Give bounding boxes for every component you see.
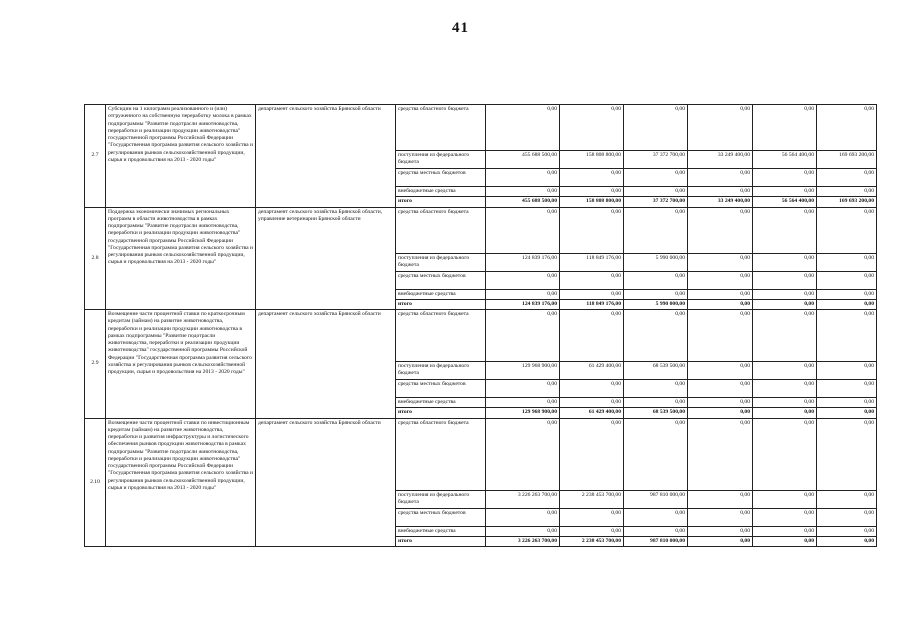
amount-cell xyxy=(486,526,560,536)
amount-cell xyxy=(560,508,624,526)
amount-value: 0,00 xyxy=(675,399,685,406)
item-executor: департамент сельского хозяйства Брянской области, управление ветеринарии Брянской области xyxy=(256,207,396,310)
amount-value: 0,00 xyxy=(864,106,874,112)
amount-value: 0,00 xyxy=(675,509,685,516)
amount-value: 0,00 xyxy=(864,509,874,516)
amount-cell xyxy=(486,536,560,546)
item-number: 2.9 xyxy=(85,310,106,419)
amount-value: 0,00 xyxy=(864,419,874,426)
amount-value: 0,00 xyxy=(864,311,874,318)
funding-source: средства областного бюджета xyxy=(396,105,486,151)
amount-cell xyxy=(486,408,560,418)
amount-value: 0,00 xyxy=(740,491,750,498)
amount-value: 61 429 400,00 xyxy=(588,409,621,416)
item-description: Возмещение части процентной ставки по инвестиционным кредитам (займам) на развитие животноводства, переработки и развития инфраструктуры и логистического обеспечения рынков продукции животноводства в рамках подпрограммы "Развитие подотрасли животноводства, переработки и реализации продукции животноводства" государственной программы Российской Федерации "Государственная программа развития сельского хозяйства и регулирования рынков сельскохозяйственной продукции, сырья и продовольствия на 2013 - 2020 годы" xyxy=(106,418,256,547)
amount-value: 0,00 xyxy=(740,106,750,112)
funding-row xyxy=(85,105,877,151)
amount-value: 0,00 xyxy=(611,188,621,194)
amount-value: 0,00 xyxy=(804,254,814,261)
amount-cell xyxy=(817,310,877,362)
amount-cell xyxy=(560,187,624,197)
amount-cell xyxy=(624,508,688,526)
amount-cell xyxy=(753,490,817,508)
amount-value: 0,00 xyxy=(547,208,557,215)
amount-value: 987 810 000,00 xyxy=(650,491,685,498)
amount-cell xyxy=(560,299,624,309)
funding-source: внебюджетные средства xyxy=(396,526,486,536)
amount-value: 0,00 xyxy=(804,527,814,534)
amount-cell xyxy=(817,418,877,490)
amount-cell xyxy=(753,271,817,289)
amount-cell xyxy=(486,398,560,408)
funding-source: средства областного бюджета xyxy=(396,310,486,362)
amount-value: 0,00 xyxy=(864,208,874,215)
amount-value: 0,00 xyxy=(804,363,814,370)
amount-cell xyxy=(688,151,753,169)
funding-source: средства областного бюджета xyxy=(396,207,486,253)
funding-source: итого xyxy=(396,299,486,309)
amount-cell xyxy=(817,271,877,289)
amount-cell xyxy=(624,380,688,398)
amount-value: 0,00 xyxy=(611,106,621,112)
amount-value: 0,00 xyxy=(740,537,750,544)
amount-value: 0,00 xyxy=(804,399,814,406)
amount-cell xyxy=(817,536,877,546)
amount-value: 0,00 xyxy=(611,399,621,406)
amount-cell xyxy=(817,380,877,398)
amount-value: 5 990 000,00 xyxy=(655,254,685,261)
amount-cell xyxy=(688,526,753,536)
amount-cell xyxy=(753,310,817,362)
amount-value: 455 688 500,00 xyxy=(522,198,557,205)
amount-value: 56 564 400,00 xyxy=(781,152,814,158)
amount-value: 169 693 200,00 xyxy=(839,198,874,205)
amount-value: 169 693 200,00 xyxy=(839,152,874,158)
amount-cell xyxy=(560,197,624,207)
item-number: 2.7 xyxy=(85,105,106,208)
amount-cell xyxy=(624,207,688,253)
amount-value: 61 429 400,00 xyxy=(588,363,621,370)
amount-cell xyxy=(486,380,560,398)
amount-cell xyxy=(688,398,753,408)
funding-source: внебюджетные средства xyxy=(396,187,486,197)
amount-cell xyxy=(624,408,688,418)
amount-cell xyxy=(688,408,753,418)
amount-cell xyxy=(486,310,560,362)
amount-value: 0,00 xyxy=(864,381,874,388)
amount-value: 37 372 700,00 xyxy=(652,152,685,158)
amount-value: 0,00 xyxy=(675,208,685,215)
amount-value: 0,00 xyxy=(611,170,621,176)
amount-value: 0,00 xyxy=(864,300,874,307)
amount-cell xyxy=(560,253,624,271)
amount-cell xyxy=(486,169,560,187)
amount-value: 0,00 xyxy=(804,208,814,215)
amount-cell xyxy=(624,310,688,362)
amount-value: 0,00 xyxy=(740,399,750,406)
amount-value: 0,00 xyxy=(611,419,621,426)
funding-source: средства областного бюджета xyxy=(396,418,486,490)
amount-value: 0,00 xyxy=(804,311,814,318)
amount-value: 56 564 400,00 xyxy=(781,198,814,205)
item-number: 2.8 xyxy=(85,207,106,310)
amount-value: 0,00 xyxy=(611,381,621,388)
amount-cell xyxy=(688,169,753,187)
amount-value: 0,00 xyxy=(864,290,874,297)
amount-value: 0,00 xyxy=(547,272,557,279)
amount-cell xyxy=(753,398,817,408)
amount-value: 0,00 xyxy=(864,170,874,176)
amount-value: 0,00 xyxy=(740,527,750,534)
amount-cell xyxy=(624,418,688,490)
amount-value: 0,00 xyxy=(740,363,750,370)
amount-cell xyxy=(817,289,877,299)
amount-cell xyxy=(753,187,817,197)
amount-value: 33 249 400,00 xyxy=(717,198,750,205)
amount-value: 0,00 xyxy=(740,254,750,261)
amount-value: 0,00 xyxy=(804,188,814,194)
amount-value: 0,00 xyxy=(804,537,814,544)
funding-source: внебюджетные средства xyxy=(396,398,486,408)
amount-value: 0,00 xyxy=(804,106,814,112)
amount-value: 0,00 xyxy=(675,188,685,194)
amount-value: 0,00 xyxy=(804,509,814,516)
amount-cell xyxy=(624,169,688,187)
amount-cell xyxy=(560,490,624,508)
amount-value: 0,00 xyxy=(675,106,685,112)
amount-cell xyxy=(486,299,560,309)
amount-cell xyxy=(624,197,688,207)
amount-cell xyxy=(688,418,753,490)
funding-source: средства местных бюджетов xyxy=(396,508,486,526)
funding-source: итого xyxy=(396,408,486,418)
amount-value: 0,00 xyxy=(740,311,750,318)
amount-cell xyxy=(753,362,817,380)
item-executor: департамент сельского хозяйства Брянской области xyxy=(256,418,396,547)
amount-value: 118 849 176,00 xyxy=(586,300,621,307)
amount-value: 0,00 xyxy=(740,509,750,516)
amount-cell xyxy=(560,536,624,546)
amount-cell xyxy=(560,526,624,536)
amount-cell xyxy=(624,271,688,289)
amount-cell xyxy=(817,169,877,187)
amount-cell xyxy=(688,508,753,526)
amount-cell xyxy=(817,299,877,309)
funding-table xyxy=(84,104,877,547)
amount-cell xyxy=(624,299,688,309)
amount-cell xyxy=(753,408,817,418)
funding-source: поступления из федерального бюджета xyxy=(396,490,486,508)
amount-value: 0,00 xyxy=(804,491,814,498)
amount-cell xyxy=(624,289,688,299)
amount-cell xyxy=(688,299,753,309)
amount-cell xyxy=(560,398,624,408)
amount-cell xyxy=(817,105,877,151)
amount-value: 0,00 xyxy=(547,311,557,318)
item-description: Поддержка экономически значимых региональных программ в области животноводства в рамках подпрограммы "Развитие подотрасли животноводства, переработки и реализации продукции животноводства" государственной программы Российской Федерации "Государственная программа развития сельского хозяйства и регулирования рынков сельскохозяйственной продукции, сырья и продовольствия на 2013 - 2020 годы" xyxy=(106,207,256,310)
funding-source: итого xyxy=(396,197,486,207)
amount-cell xyxy=(817,408,877,418)
amount-value: 5 990 000,00 xyxy=(655,300,685,307)
amount-value: 0,00 xyxy=(611,527,621,534)
amount-cell xyxy=(753,105,817,151)
amount-value: 158 808 800,00 xyxy=(586,152,621,158)
amount-value: 0,00 xyxy=(804,381,814,388)
amount-cell xyxy=(688,380,753,398)
funding-source: итого xyxy=(396,536,486,546)
amount-cell xyxy=(624,536,688,546)
amount-value: 158 808 800,00 xyxy=(586,198,621,205)
amount-value: 3 226 263 700,00 xyxy=(517,537,557,544)
amount-value: 0,00 xyxy=(864,188,874,194)
amount-value: 0,00 xyxy=(675,290,685,297)
amount-value: 0,00 xyxy=(804,419,814,426)
amount-value: 129 968 900,00 xyxy=(522,409,557,416)
amount-cell xyxy=(817,398,877,408)
funding-source: средства местных бюджетов xyxy=(396,271,486,289)
amount-cell xyxy=(817,187,877,197)
amount-cell xyxy=(486,271,560,289)
amount-cell xyxy=(560,418,624,490)
funding-source: поступления из федерального бюджета xyxy=(396,362,486,380)
amount-value: 2 238 453 700,00 xyxy=(581,491,621,498)
amount-value: 0,00 xyxy=(804,300,814,307)
amount-cell xyxy=(560,271,624,289)
amount-value: 68 539 500,00 xyxy=(652,409,685,416)
amount-cell xyxy=(624,253,688,271)
funding-row xyxy=(85,418,877,490)
item-executor: департамент сельского хозяйства Брянской области xyxy=(256,105,396,208)
amount-cell xyxy=(753,289,817,299)
amount-cell xyxy=(688,253,753,271)
amount-cell xyxy=(688,310,753,362)
amount-value: 3 226 263 700,00 xyxy=(517,491,557,498)
amount-cell xyxy=(624,105,688,151)
amount-value: 0,00 xyxy=(547,290,557,297)
amount-value: 0,00 xyxy=(675,419,685,426)
amount-cell xyxy=(688,105,753,151)
amount-cell xyxy=(817,151,877,169)
amount-value: 68 539 500,00 xyxy=(652,363,685,370)
amount-value: 37 372 700,00 xyxy=(652,198,685,205)
amount-cell xyxy=(486,490,560,508)
amount-cell xyxy=(817,362,877,380)
amount-value: 2 238 453 700,00 xyxy=(581,537,621,544)
amount-value: 987 810 000,00 xyxy=(650,537,685,544)
funding-source: средства местных бюджетов xyxy=(396,380,486,398)
amount-value: 0,00 xyxy=(740,381,750,388)
amount-value: 0,00 xyxy=(804,409,814,416)
amount-value: 0,00 xyxy=(740,188,750,194)
amount-value: 0,00 xyxy=(547,527,557,534)
amount-cell xyxy=(560,380,624,398)
amount-cell xyxy=(753,207,817,253)
amount-value: 0,00 xyxy=(547,381,557,388)
amount-cell xyxy=(817,207,877,253)
amount-value: 0,00 xyxy=(611,509,621,516)
amount-cell xyxy=(817,490,877,508)
amount-value: 0,00 xyxy=(740,290,750,297)
funding-row xyxy=(85,310,877,362)
amount-value: 0,00 xyxy=(740,409,750,416)
amount-cell xyxy=(486,418,560,490)
amount-value: 0,00 xyxy=(547,419,557,426)
amount-cell xyxy=(624,398,688,408)
amount-value: 0,00 xyxy=(740,208,750,215)
amount-value: 0,00 xyxy=(675,311,685,318)
funding-source: поступления из федерального бюджета xyxy=(396,253,486,271)
amount-cell xyxy=(753,151,817,169)
amount-cell xyxy=(486,253,560,271)
amount-value: 0,00 xyxy=(547,399,557,406)
amount-value: 0,00 xyxy=(804,170,814,176)
amount-value: 0,00 xyxy=(611,290,621,297)
amount-value: 0,00 xyxy=(611,311,621,318)
amount-value: 0,00 xyxy=(864,491,874,498)
amount-cell xyxy=(560,105,624,151)
amount-cell xyxy=(753,299,817,309)
amount-value: 0,00 xyxy=(740,419,750,426)
page-number: 41 xyxy=(452,20,469,36)
amount-value: 33 249 400,00 xyxy=(717,152,750,158)
amount-value: 0,00 xyxy=(547,170,557,176)
amount-cell xyxy=(753,197,817,207)
amount-value: 0,00 xyxy=(547,106,557,112)
amount-cell xyxy=(560,151,624,169)
amount-value: 0,00 xyxy=(864,399,874,406)
funding-source: внебюджетные средства xyxy=(396,289,486,299)
item-description: Возмещение части процентной ставки по краткосрочным кредитам (займам) на развитие животноводства, переработки и реализации продукции животноводства в рамках подпрограммы "Развитие подотрасли животноводства, переработки и реализации продукции животноводства" государственной программы Российской Федерации "Государственная программа развития сельского хозяйства и регулирования рынков сельскохозяйственной продукции, сырья и продовольствия на 2013 - 2020 годы" xyxy=(106,310,256,419)
amount-cell xyxy=(753,380,817,398)
amount-cell xyxy=(624,362,688,380)
amount-cell xyxy=(688,187,753,197)
amount-cell xyxy=(486,105,560,151)
amount-cell xyxy=(560,289,624,299)
amount-value: 0,00 xyxy=(675,170,685,176)
amount-value: 124 839 176,00 xyxy=(522,300,557,307)
funding-source: поступления из федерального бюджета xyxy=(396,151,486,169)
amount-cell xyxy=(688,289,753,299)
amount-cell xyxy=(753,253,817,271)
amount-cell xyxy=(560,310,624,362)
amount-value: 0,00 xyxy=(864,537,874,544)
item-executor: департамент сельского хозяйства Брянской области xyxy=(256,310,396,419)
amount-value: 0,00 xyxy=(864,363,874,370)
amount-value: 0,00 xyxy=(611,272,621,279)
amount-cell xyxy=(753,508,817,526)
amount-cell xyxy=(753,169,817,187)
amount-value: 0,00 xyxy=(547,188,557,194)
amount-cell xyxy=(817,197,877,207)
amount-cell xyxy=(560,169,624,187)
amount-cell xyxy=(560,362,624,380)
amount-cell xyxy=(688,490,753,508)
amount-value: 455 688 500,00 xyxy=(522,152,557,158)
amount-value: 0,00 xyxy=(611,208,621,215)
amount-value: 0,00 xyxy=(864,272,874,279)
amount-cell xyxy=(753,536,817,546)
amount-cell xyxy=(486,289,560,299)
amount-cell xyxy=(817,508,877,526)
amount-cell xyxy=(486,187,560,197)
amount-cell xyxy=(486,508,560,526)
amount-cell xyxy=(560,408,624,418)
amount-cell xyxy=(486,362,560,380)
amount-cell xyxy=(688,362,753,380)
amount-cell xyxy=(486,197,560,207)
amount-value: 0,00 xyxy=(804,290,814,297)
amount-cell xyxy=(486,207,560,253)
amount-cell xyxy=(624,187,688,197)
amount-cell xyxy=(817,526,877,536)
amount-value: 0,00 xyxy=(675,381,685,388)
amount-value: 0,00 xyxy=(864,409,874,416)
amount-value: 0,00 xyxy=(864,527,874,534)
amount-value: 0,00 xyxy=(740,300,750,307)
amount-value: 124 839 176,00 xyxy=(522,254,557,261)
item-number: 2.10 xyxy=(85,418,106,547)
amount-cell xyxy=(688,197,753,207)
amount-value: 0,00 xyxy=(740,170,750,176)
amount-cell xyxy=(486,151,560,169)
amount-value: 129 968 900,00 xyxy=(522,363,557,370)
amount-cell xyxy=(817,253,877,271)
item-description: Субсидии на 1 килограмм реализованного и (или) отгруженного на собственную переработку молока в рамках подпрограммы "Развитие подотрасли животноводства, переработки и реализации продукции животноводства" государственной программы Российской Федерации "Государственная программа развития сельского хозяйства и регулирования рынков сельскохозяйственной продукции, сырья и продовольствия на 2013 - 2020 годы" xyxy=(106,105,256,208)
amount-cell xyxy=(753,526,817,536)
funding-source: средства местных бюджетов xyxy=(396,169,486,187)
amount-value: 0,00 xyxy=(547,509,557,516)
amount-cell xyxy=(624,490,688,508)
amount-cell xyxy=(688,271,753,289)
amount-cell xyxy=(688,207,753,253)
amount-cell xyxy=(624,151,688,169)
amount-cell xyxy=(753,418,817,490)
amount-value: 118 849 176,00 xyxy=(586,254,621,261)
amount-value: 0,00 xyxy=(740,272,750,279)
amount-value: 0,00 xyxy=(675,527,685,534)
funding-row xyxy=(85,207,877,253)
amount-value: 0,00 xyxy=(864,254,874,261)
amount-value: 0,00 xyxy=(675,272,685,279)
amount-cell xyxy=(688,536,753,546)
amount-value: 0,00 xyxy=(804,272,814,279)
amount-cell xyxy=(624,526,688,536)
amount-cell xyxy=(560,207,624,253)
